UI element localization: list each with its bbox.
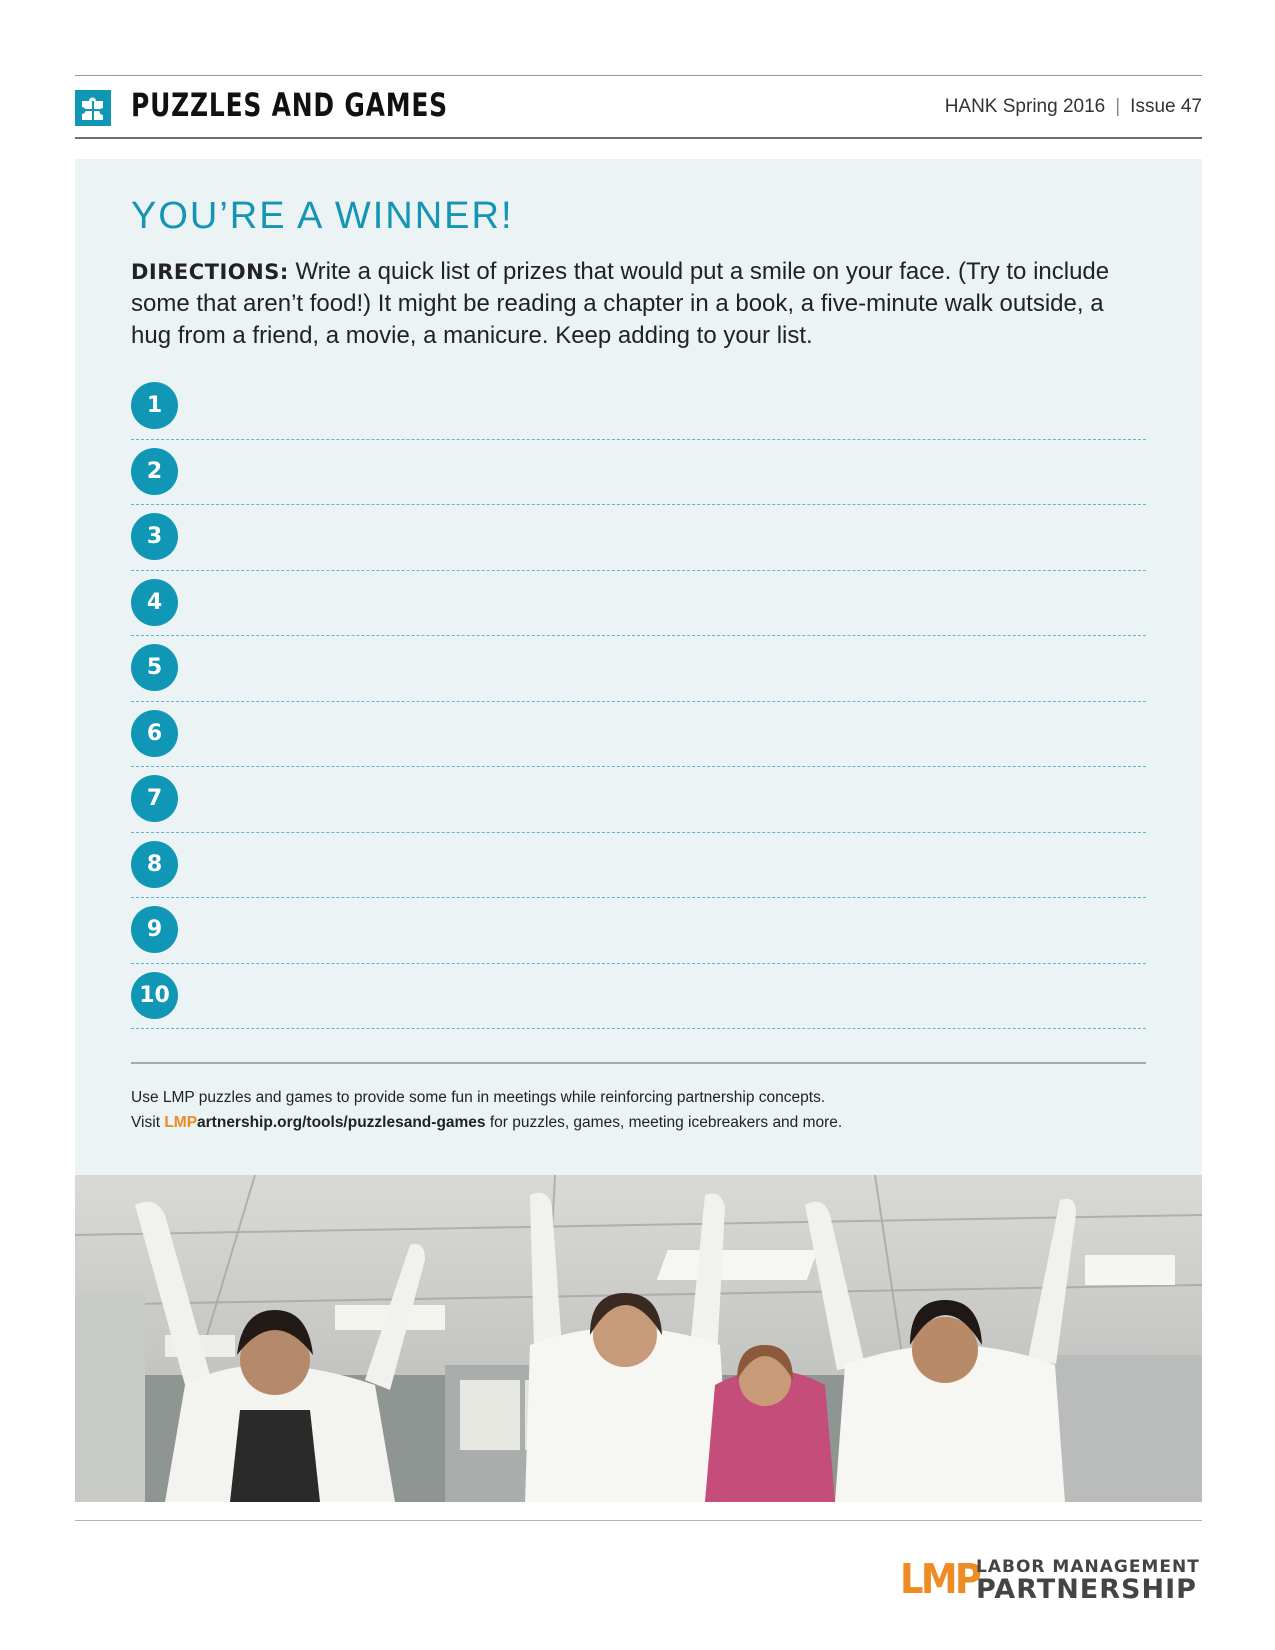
list-number-badge: 1: [131, 382, 178, 429]
list-number-badge: 10: [131, 972, 178, 1019]
list-number-badge: 9: [131, 906, 178, 953]
list-number-badge: 4: [131, 579, 178, 626]
list-item[interactable]: [131, 440, 1146, 506]
directions: [131, 256, 1141, 352]
list-number-badge: 2: [131, 448, 178, 495]
note-line-2: [131, 1110, 842, 1135]
list-number-badge: 6: [131, 710, 178, 757]
link-path: artnership.org/tools/puzzlesand-games: [197, 1114, 486, 1131]
prize-list: [131, 374, 1146, 1029]
note-line-1: Use LMP puzzles and games to provide some fun in meetings while reinforcing partnership concepts.: [131, 1089, 826, 1106]
org-name-line-1: LABOR MANAGEMENT: [976, 1557, 1200, 1577]
org-name-line-2: PARTNERSHIP: [976, 1574, 1197, 1605]
list-number-badge: 7: [131, 775, 178, 822]
list-item[interactable]: [131, 964, 1146, 1030]
lmp-logo: [900, 1555, 1205, 1605]
list-item[interactable]: [131, 898, 1146, 964]
photo-staff-arms-raised: [75, 1175, 1202, 1502]
list-item[interactable]: [131, 833, 1146, 899]
issue-number: Issue 47: [1130, 96, 1202, 117]
note-divider: [131, 1062, 1146, 1064]
list-number-badge: 8: [131, 841, 178, 888]
directions-label: DIRECTIONS:: [131, 260, 289, 284]
lmp-tools-link[interactable]: [164, 1114, 485, 1131]
list-item[interactable]: [131, 636, 1146, 702]
publication-name: HANK Spring 2016: [944, 96, 1106, 117]
note-visit-prefix: Visit: [131, 1114, 165, 1131]
link-brand: LMP: [164, 1114, 198, 1131]
puzzle-piece-icon: [75, 90, 111, 126]
page-header: [75, 76, 1202, 137]
list-number-badge: 5: [131, 644, 178, 691]
list-item[interactable]: [131, 374, 1146, 440]
lmp-logo-mark: LMP: [900, 1555, 980, 1603]
issue-separator: |: [1115, 96, 1121, 117]
list-item[interactable]: [131, 702, 1146, 768]
list-item[interactable]: [131, 767, 1146, 833]
issue-info: [945, 96, 1202, 118]
list-number-badge: 3: [131, 513, 178, 560]
activity-headline: YOU’RE A WINNER!: [131, 195, 514, 237]
list-item[interactable]: [131, 571, 1146, 637]
section-title: PUZZLES AND GAMES: [131, 86, 448, 124]
usage-note: [131, 1085, 842, 1135]
note-suffix: for puzzles, games, meeting icebreakers and more.: [485, 1114, 843, 1131]
activity-panel: [75, 159, 1202, 1175]
directions-text: Write a quick list of prizes that would put a smile on your face. (Try to include some that aren’t food!) It might be reading a chapter in a book, a five-minute walk outside, a hug from a friend, a movie, a manicure. Keep adding to your list.: [131, 258, 1110, 349]
footer-divider: [75, 1520, 1202, 1521]
list-item[interactable]: [131, 505, 1146, 571]
header-divider: [75, 137, 1202, 139]
